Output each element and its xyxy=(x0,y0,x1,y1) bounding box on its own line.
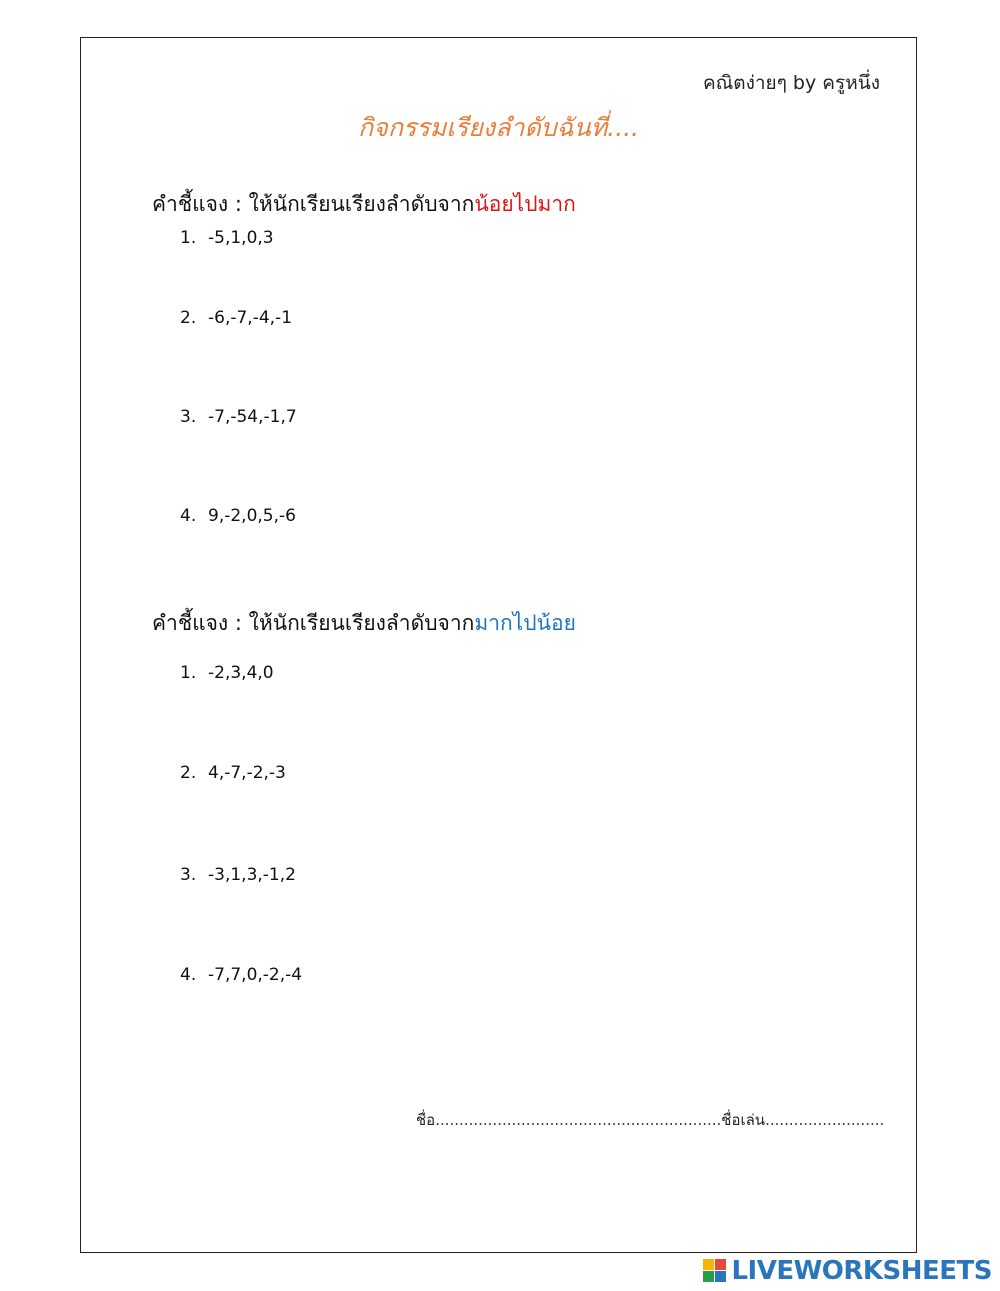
item-number: 1. xyxy=(180,228,197,248)
instruction-prefix: คำชี้แจง : ให้นักเรียนเรียงลำดับจาก xyxy=(152,611,475,635)
item-values: -2,3,4,0 xyxy=(208,663,274,683)
name-label: ชื่อ xyxy=(416,1111,436,1129)
item-values: 9,-2,0,5,-6 xyxy=(208,506,296,526)
instruction-descending xyxy=(152,607,576,640)
item-values: -7,-54,-1,7 xyxy=(208,407,297,427)
brand-text: LIVEWORKSHEETS xyxy=(731,1256,992,1286)
list-item xyxy=(180,663,274,683)
instruction-ascending xyxy=(152,188,576,221)
instruction-highlight: น้อยไปมาก xyxy=(474,192,576,216)
list-item xyxy=(180,308,292,328)
list-item xyxy=(180,763,286,783)
name-field[interactable]: ............................................................ xyxy=(435,1111,722,1129)
instruction-highlight: มากไปน้อย xyxy=(474,611,576,635)
item-values: -3,1,3,-1,2 xyxy=(208,865,296,885)
list-item xyxy=(180,228,274,248)
item-number: 3. xyxy=(180,407,197,427)
item-values: 4,-7,-2,-3 xyxy=(208,763,286,783)
liveworksheets-logo-icon xyxy=(703,1259,727,1283)
item-number: 2. xyxy=(180,763,197,783)
item-values: -5,1,0,3 xyxy=(208,228,274,248)
item-number: 2. xyxy=(180,308,197,328)
list-item xyxy=(180,407,297,427)
list-item xyxy=(180,506,296,526)
item-values: -7,7,0,-2,-4 xyxy=(208,965,303,985)
worksheet-title: กิจกรรมเรียงลำดับฉันที่.... xyxy=(358,113,639,142)
item-number: 4. xyxy=(180,506,197,526)
nickname-label: ชื่อเล่น xyxy=(721,1111,766,1129)
item-number: 1. xyxy=(180,663,197,683)
item-number: 3. xyxy=(180,865,197,885)
item-values: -6,-7,-4,-1 xyxy=(208,308,293,328)
list-item xyxy=(180,965,302,985)
nickname-field[interactable]: ......................... xyxy=(765,1111,885,1129)
item-number: 4. xyxy=(180,965,197,985)
liveworksheets-brand xyxy=(703,1257,992,1285)
worksheet-page xyxy=(80,37,917,1253)
list-item xyxy=(180,865,296,885)
credit-text: คณิตง่ายๆ by ครูหนึ่ง xyxy=(702,72,880,94)
instruction-prefix: คำชี้แจง : ให้นักเรียนเรียงลำดับจาก xyxy=(152,192,475,216)
name-line xyxy=(416,1108,884,1132)
